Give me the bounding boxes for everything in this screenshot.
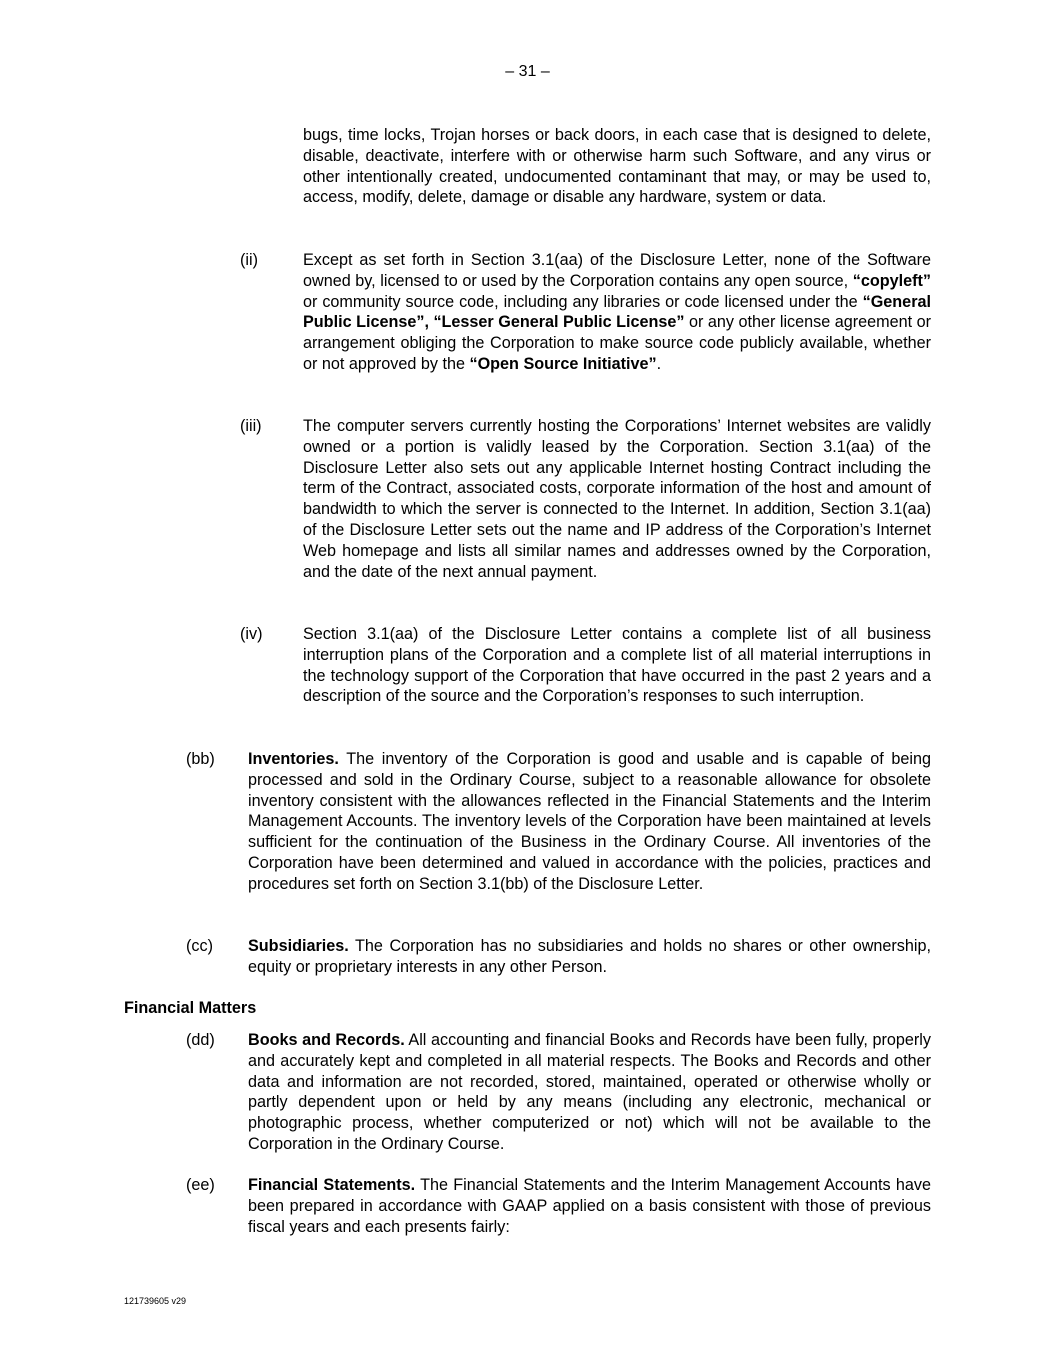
item-ii-term-copyleft: “copyleft” [852, 271, 931, 290]
item-ii-paragraph [303, 250, 931, 375]
item-bb-paragraph [248, 749, 931, 895]
item-iii-label: (iii) [240, 417, 262, 435]
item-cc-label: (cc) [186, 937, 213, 955]
item-bb-text: The inventory of the Corporation is good and usable and is capable of being processed and sold in the Ordinary Course, subject to a reasonable allowance for obsolete inventory consistent with the allowances reflected in the Financial Statements and the Interim Management Accounts. The inventory levels of the Corporation have been maintained at levels sufficient for the continuation of the Business in the Ordinary Course. All inventories of the Corporation have been determined and valued in accordance with the policies, practices and procedures set forth on Section 3.1(bb) of the Disclosure Letter. [248, 750, 931, 893]
item-ee-text: The Financial Statements and the Interim Management Accounts have been prepared in accordance with GAAP applied on a basis consistent with those of previous fiscal years and each presents fairly: [248, 1176, 932, 1236]
item-iv-paragraph: Section 3.1(aa) of the Disclosure Letter contains a complete list of all business interruption plans of the Corporation and a complete list of all material interruptions in the technology support of the Corporation that have occurred in the past 2 years and a description of the source and the Corporation’s responses to such interruption. [303, 625, 931, 706]
item-dd-label: (dd) [186, 1031, 215, 1049]
item-ii-text-1: Except as set forth in Section 3.1(aa) of the Disclosure Letter, none of the Software owned by, licensed to or used by the Corporation contains any open source, [303, 251, 931, 290]
item-ii-term-osi: “Open Source Initiative” [469, 354, 657, 373]
document-footer-id: 121739605 v29 [124, 1296, 187, 1306]
item-bb-title: Inventories. [248, 750, 339, 768]
item-cc-paragraph [248, 936, 931, 978]
item-ee-paragraph [248, 1175, 931, 1237]
item-cc-text: The Corporation has no subsidiaries and holds no shares or other ownership, equity or proprietary interests in any other Person. [248, 937, 931, 976]
item-iii-paragraph: The computer servers currently hosting the Corporations’ Internet websites are validly owned or a portion is validly leased by the Corporation. Section 3.1(aa) of the Disclosure Letter also sets out any applicable Internet hosting Contract including the term of the Contract, associated costs, corporate information of the host and amount of bandwidth to which the server is connected to the Internet. In addition, Section 3.1(aa) of the Disclosure Letter sets out the name and IP address of the Corporation’s Internet Web homepage and lists all similar names and addresses owned by the Corporation, and the date of the next annual payment. [303, 417, 931, 581]
item-ee-title: Financial Statements. [248, 1176, 416, 1194]
continuation-paragraph: bugs, time locks, Trojan horses or back doors, in each case that is designed to delete, disable, deactivate, interfere with or otherwise harm such Software, and any virus or other intentionally created, undocumented contaminant that may, or may be used to, access, modify, delete, damage or disable any hardware, system or data. [303, 126, 931, 207]
page-number: – 31 – [505, 63, 550, 80]
item-ii-text-4: . [656, 354, 662, 373]
section-heading-financial-matters: Financial Matters [124, 999, 257, 1017]
item-ii-text-2: or community source code, including any libraries or code licensed under the [303, 292, 863, 311]
item-ee-label: (ee) [186, 1176, 215, 1194]
item-dd-paragraph [248, 1030, 931, 1155]
item-cc-title: Subsidiaries. [248, 937, 349, 955]
item-ii-label: (ii) [240, 251, 258, 269]
item-ii-term-gpl: “General Public License”, “Lesser General Public License” [303, 292, 931, 332]
item-iv-label: (iv) [240, 625, 263, 643]
item-bb-label: (bb) [186, 750, 215, 768]
item-dd-title: Books and Records. [248, 1031, 405, 1049]
item-ii-text-3: or any other license agreement or arrangement obliging the Corporation to make source code publicly available, whether or not approved by the [303, 313, 932, 373]
item-dd-text: All accounting and financial Books and Records have been fully, properly and accurately kept and completed in all material respects. The Books and Records and other data and information are not recorded, stored, maintained, operated or otherwise wholly or partly dependent upon or held by any means (including any electronic, mechanical or photographic process, whether computerized or not) which will not be available to the Corporation in the Ordinary Course. [248, 1031, 931, 1153]
